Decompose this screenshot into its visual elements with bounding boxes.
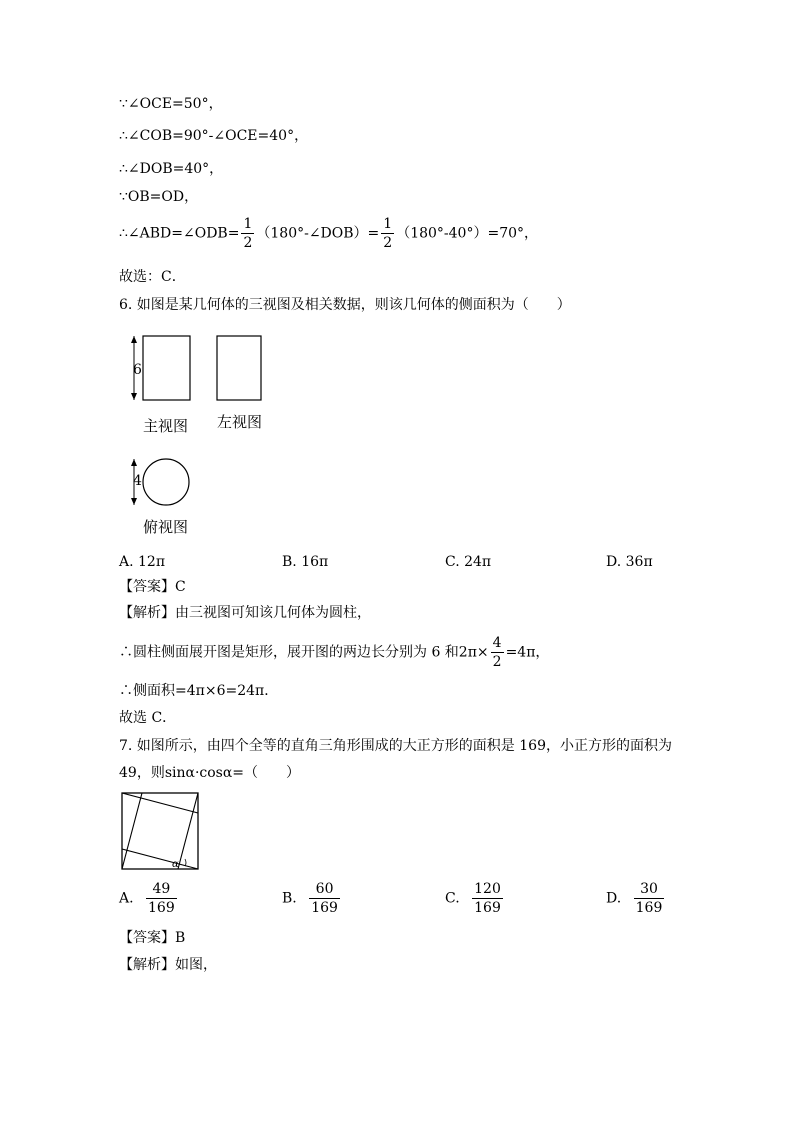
q6-choice-c: C. 24π (445, 554, 492, 570)
q6-choice-a: A. 12π (119, 554, 166, 570)
q6-answer: 【答案】C (119, 579, 186, 595)
q7-stem-line-1: 7. 如图所示，由四个全等的直角三角形围成的大正方形的面积是 169，小正方形的面积为 (119, 738, 672, 754)
fraction-four-halves (491, 634, 504, 671)
q6-stem: 6. 如图是某几何体的三视图及相关数据，则该几何体的侧面积为（ ） (119, 297, 571, 313)
q7-choice-d (606, 880, 666, 917)
choice-letter: A. (119, 890, 134, 907)
fraction-numerator: 30 (634, 880, 665, 899)
front-dim-arrow-bottom (131, 393, 137, 400)
proof-line-2: ∴∠COB=90°-∠OCE=40°， (119, 128, 309, 144)
fraction-denominator: 2 (243, 235, 253, 251)
top-dim-arrow-bottom (131, 498, 137, 505)
q6-analysis-2 (119, 634, 549, 671)
triangle-hypotenuse-right (178, 793, 198, 869)
choice-c-fraction (472, 880, 503, 917)
fraction-denominator: 169 (311, 900, 338, 916)
choice-letter: B. (282, 890, 297, 907)
triangle-hypotenuse-left (122, 793, 142, 869)
top-view-label: 俯视图 (143, 518, 189, 536)
fraction-half-1 (241, 215, 254, 252)
q7-choice-b (282, 880, 342, 917)
alpha-symbol: α (172, 859, 179, 870)
fraction-numerator: 49 (146, 880, 177, 899)
top-dim-arrow-top (131, 459, 137, 466)
front-view-label: 主视图 (143, 417, 189, 435)
choice-letter: D. (606, 890, 622, 907)
q6-analysis-3: ∴侧面积=4π×6=24π． (119, 683, 279, 699)
fraction-numerator: 1 (243, 216, 253, 232)
fraction-denominator: 169 (148, 900, 175, 916)
proof-line-5-part-c: （180°-40°）=70°， (396, 225, 539, 242)
fraction-half-2 (381, 215, 394, 252)
fraction-numerator: 60 (309, 880, 340, 899)
q6-choice-d: D. 36π (606, 554, 653, 570)
fraction-denominator: 2 (383, 235, 393, 251)
q7-choice-a (119, 880, 179, 917)
q6-choice-b: B. 16π (282, 554, 329, 570)
fraction-denominator: 169 (474, 900, 501, 916)
q6-analysis-1: 【解析】由三视图可知该几何体为圆柱， (119, 605, 371, 621)
proof-line-4: ∵OB=OD， (119, 189, 199, 205)
fraction-denominator: 2 (492, 654, 502, 670)
fraction-denominator: 169 (635, 900, 663, 916)
triangle-hypotenuse-bottom (122, 849, 198, 869)
choice-letter: C. (445, 890, 460, 907)
fraction-numerator: 120 (474, 881, 501, 897)
q7-analysis: 【解析】如图， (119, 957, 217, 973)
proof-line-3: ∴∠DOB=40°， (119, 161, 224, 177)
front-view-rect (143, 336, 190, 400)
proof-line-5-part-b: （180°-∠DOB）= (256, 225, 380, 242)
choice-a-fraction (146, 880, 177, 917)
q7-stem-line-2: 49，则sinα·cosα=（ ） (119, 765, 301, 781)
fraction-numerator: 1 (383, 216, 393, 232)
choice-b-fraction (309, 880, 340, 917)
q6-analysis-2-part-b: =4π， (505, 644, 550, 661)
left-view-rect (217, 336, 261, 400)
q7-answer: 【答案】B (119, 930, 186, 946)
left-view-label: 左视图 (217, 413, 263, 431)
triangle-hypotenuse-top (122, 793, 198, 813)
outer-square (122, 793, 198, 869)
front-dim-arrow-top (131, 336, 137, 343)
fraction-numerator: 4 (492, 635, 502, 651)
proof-line-5 (119, 215, 538, 252)
proof-line-5-part-a: ∴∠ABD=∠ODB= (119, 225, 240, 242)
q7-choice-c (445, 880, 505, 917)
alpha-arc (185, 859, 186, 866)
top-view-circle (143, 459, 189, 505)
q6-analysis-2-part-a: ∴圆柱侧面展开图是矩形，展开图的两边长分别为 6 和2π× (119, 644, 489, 661)
top-dimension-label: 4 (133, 473, 142, 489)
q7-pythagorean-figure (121, 792, 201, 872)
front-dimension-label: 6 (133, 362, 142, 378)
proof-conclusion: 故选：C． (119, 269, 186, 285)
q6-conclusion: 故选 C． (119, 710, 177, 726)
proof-line-1: ∵∠OCE=50°， (119, 96, 223, 112)
choice-d-fraction (634, 880, 665, 917)
q6-front-left-views (125, 330, 285, 410)
